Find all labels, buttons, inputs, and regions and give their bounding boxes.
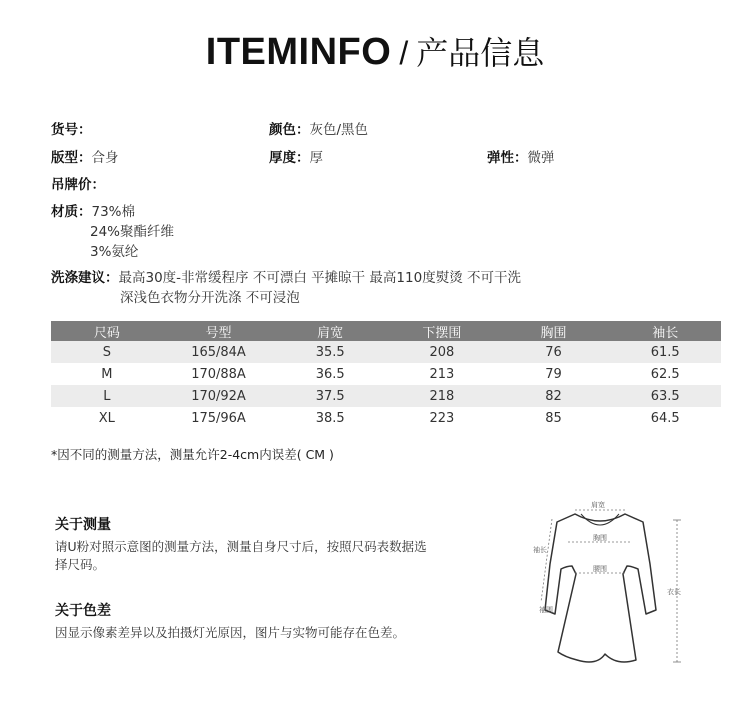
table-cell: 38.5 [315,410,345,426]
measure-section-title: 关于测量 [55,517,111,533]
header-cell: 号型 [205,325,232,341]
size-table-header [51,321,721,341]
tag-price-label: 吊牌价： [51,177,105,193]
thickness-info [269,146,323,166]
table-cell: 76 [545,344,562,360]
fit-label: 版型： [51,150,92,166]
table-cell: 85 [545,410,562,426]
measure-text-line-1: 请U粉对照示意图的测量方法，测量自身尺寸后，按照尺码表数据选 [55,539,427,554]
wash-label: 洗涤建议： [51,270,119,286]
diagram-waist-label: 腰围 [593,565,607,573]
measure-section-text [55,538,427,574]
measurement-note: *因不同的测量方法，测量允许2-4cm内误差( CM ) [51,447,334,462]
title-chinese: 产品信息 [416,34,545,72]
material-line-2: 24%聚酯纤维 [90,224,175,240]
table-cell: XL [98,410,115,426]
item-number [51,118,92,138]
wash-line-2: 深浅色衣物分开洗涤 不可浸泡 [120,290,300,306]
material-line-1: 73%棉 [91,204,136,220]
elasticity-label: 弹性： [487,150,528,166]
fit-value: 合身 [91,150,119,166]
thickness-value: 厚 [309,150,323,166]
header-cell: 尺码 [93,325,120,341]
color-section-title: 关于色差 [55,603,111,619]
dress-measurement-diagram [505,492,705,672]
table-cell: 213 [429,366,455,382]
page-title [0,28,750,74]
color-info [269,118,368,138]
table-cell: 79 [545,366,562,382]
title-english: ITEMINFO [205,31,392,73]
table-cell: 170/92A [191,388,246,404]
diagram-chest-label: 胸围 [593,534,607,542]
table-cell: 63.5 [650,388,680,404]
diagram-sleeve-label: 袖长 [533,546,547,554]
tag-price [51,173,105,193]
table-row [51,341,721,363]
dress-outline-illustration [505,492,705,672]
wash-line-1: 最高30度-非常缓程序 不可漂白 平摊晾干 最高110度熨烫 不可干洗 [118,270,521,286]
fit-info [51,146,119,166]
table-cell: L [103,388,111,404]
item-number-label: 货号： [51,122,92,138]
elasticity-info [487,146,555,166]
table-cell: S [102,344,111,360]
measure-text-line-2: 择尺码。 [55,557,106,572]
diagram-length-label: 衣长 [667,588,681,596]
thickness-label: 厚度： [269,150,310,166]
table-cell: 208 [429,344,455,360]
table-cell: 62.5 [650,366,680,382]
color-label: 颜色： [269,122,310,138]
size-table [51,321,721,429]
material-label: 材质： [51,204,92,220]
table-cell: 82 [545,388,562,404]
header-cell: 袖长 [652,325,679,341]
table-cell: 218 [429,388,455,404]
table-cell: 64.5 [650,410,680,426]
table-cell: 175/96A [191,410,246,426]
table-cell: 170/88A [191,366,246,382]
table-cell: 36.5 [315,366,345,382]
diagram-cuff-label: 袖围 [539,606,553,614]
header-cell: 下摆围 [422,325,462,341]
table-row [51,407,721,429]
color-value: 灰色/黑色 [309,122,369,138]
diagram-shoulder-label: 肩宽 [591,501,605,509]
table-cell: 165/84A [191,344,246,360]
header-cell: 胸围 [540,325,567,341]
table-cell: 61.5 [650,344,680,360]
table-cell: 37.5 [315,388,345,404]
material-line-3: 3%氨纶 [90,244,139,260]
table-cell: 223 [429,410,455,426]
wash-info [51,266,521,286]
table-cell: M [101,366,113,382]
title-separator: / [399,35,409,71]
color-section-text: 因显示像素差异以及拍摄灯光原因，图片与实物可能存在色差。 [55,625,406,640]
material-info [51,200,135,220]
table-row [51,385,721,407]
table-cell: 35.5 [315,344,345,360]
elasticity-value: 微弹 [527,150,555,166]
header-cell: 肩宽 [317,325,344,341]
table-row [51,363,721,385]
